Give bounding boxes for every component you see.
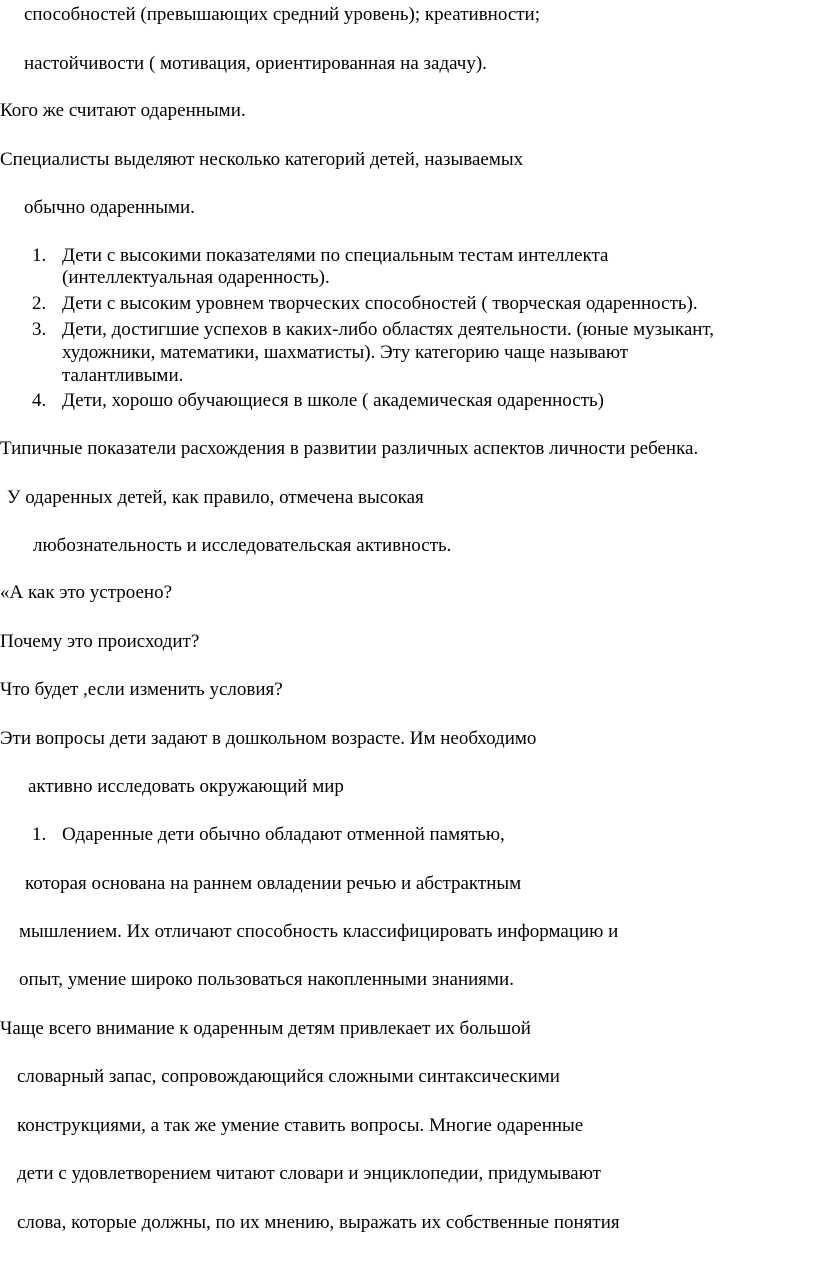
question-line-2: Почему это происходит? — [0, 631, 200, 652]
list-item-number: 3. — [32, 319, 47, 340]
categories-intro-line-2: обычно одаренными. — [24, 197, 195, 218]
intro-line-1: способностей (превышающих средний уровень); креативности; — [24, 4, 540, 25]
vocabulary-line-1: Чаще всего внимание к одаренным детям привлекает их большой — [0, 1018, 531, 1039]
vocabulary-line-4: дети с удовлетворением читают словари и энциклопедии, придумывают — [17, 1163, 601, 1184]
memory-item-number: 1. — [32, 824, 47, 845]
list-item-text: Дети с высоким уровнем творческих способностей ( творческая одаренность). — [62, 293, 698, 314]
list-item-number: 1. — [32, 245, 47, 266]
question-line-1: «А как это устроено? — [0, 582, 173, 603]
vocabulary-line-2: словарный запас, сопровождающийся сложными синтаксическими — [17, 1066, 560, 1087]
question-heading: Кого же считают одаренными. — [0, 100, 246, 121]
list-item-text: Дети с высокими показателями по специальным тестам интеллекта — [62, 245, 609, 266]
indicators-heading: Типичные показатели расхождения в развитии различных аспектов личности ребенка. — [0, 438, 699, 459]
list-item-text: талантливыми. — [62, 365, 184, 386]
list-item-text: художники, математики, шахматисты). Эту категорию чаще называют — [62, 342, 629, 363]
categories-intro-line-1: Специалисты выделяют несколько категорий детей, называемых — [0, 149, 524, 170]
preschool-line-2: активно исследовать окружающий мир — [28, 776, 344, 797]
vocabulary-line-3: конструкциями, а так же умение ставить вопросы. Многие одаренные — [17, 1115, 584, 1136]
memory-continuation-line-2: мышлением. Их отличают способность классифицировать информацию и — [19, 921, 619, 942]
preschool-line-1: Эти вопросы дети задают в дошкольном возрасте. Им необходимо — [0, 728, 537, 749]
question-line-3: Что будет ,если изменить условия? — [0, 679, 283, 700]
intro-line-2: настойчивости ( мотивация, ориентированная на задачу). — [24, 53, 487, 74]
memory-item-text: Одаренные дети обычно обладают отменной памятью, — [62, 824, 505, 845]
memory-continuation-line-3: опыт, умение широко пользоваться накопленными знаниями. — [19, 969, 514, 990]
vocabulary-line-5: слова, которые должны, по их мнению, выражать их собственные понятия — [17, 1212, 620, 1233]
list-item-text: Дети, хорошо обучающиеся в школе ( академическая одаренность) — [62, 390, 605, 411]
curiosity-line-1: У одаренных детей, как правило, отмечена высокая — [7, 487, 424, 508]
curiosity-line-2: любознательность и исследовательская активность. — [33, 535, 452, 556]
memory-continuation-line-1: которая основана на раннем овладении речью и абстрактным — [25, 873, 522, 894]
list-item-text: Дети, достигшие успехов в каких-либо областях деятельности. (юные музыкант, — [62, 319, 715, 340]
list-item-number: 4. — [32, 390, 47, 411]
list-item-text: (интеллектуальная одаренность). — [62, 267, 330, 288]
list-item-number: 2. — [32, 293, 47, 314]
